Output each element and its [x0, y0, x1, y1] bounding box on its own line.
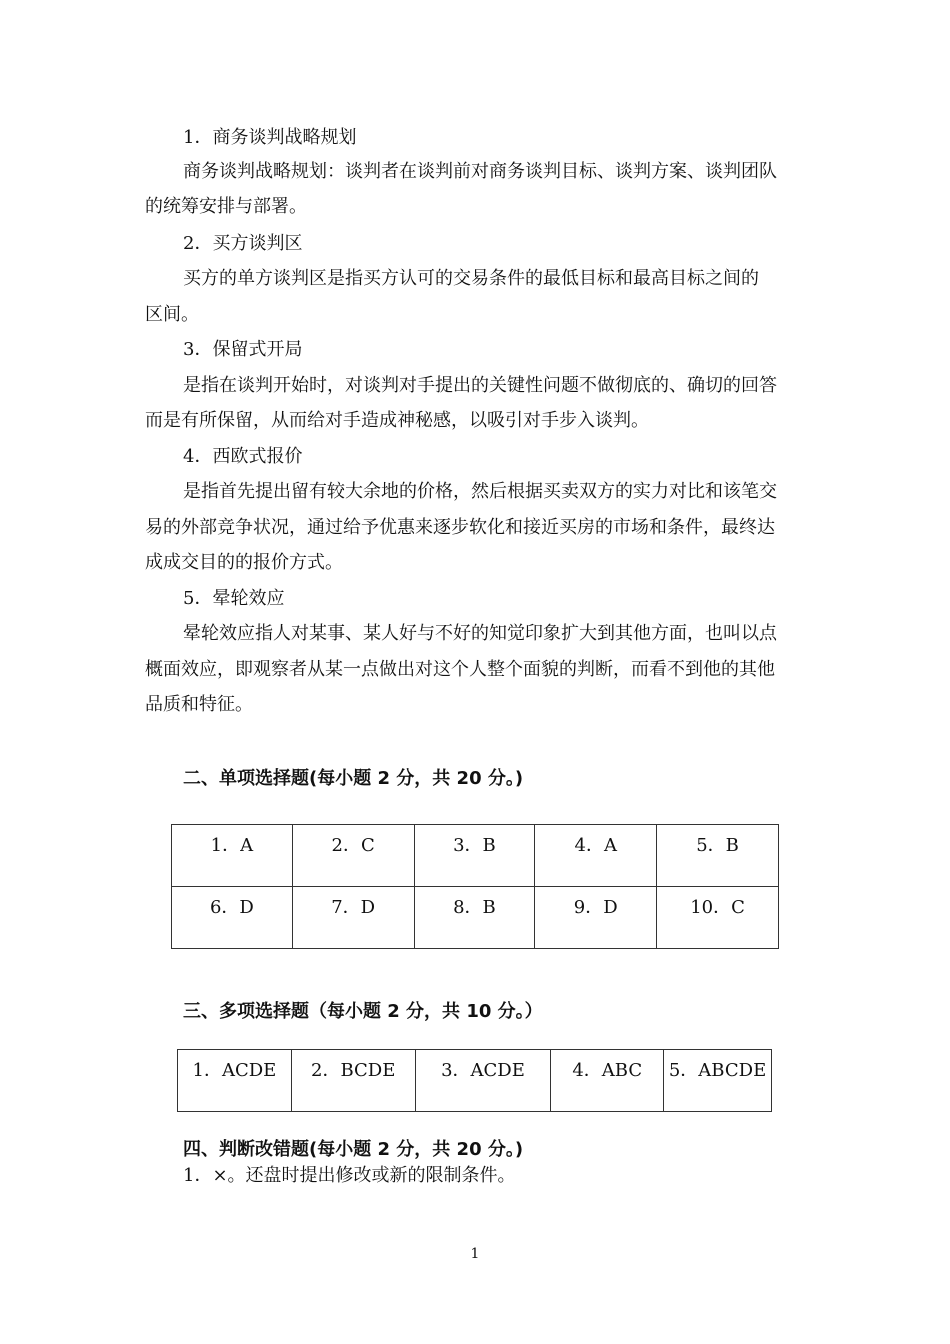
item-text: 区间。 — [145, 304, 199, 325]
item-text: 商务谈判战略规划：谈判者在谈判前对商务谈判目标、谈判方案、谈判团队 — [183, 161, 777, 182]
answer-cell: 7．D — [292, 887, 414, 949]
answer-cell: 10．C — [657, 887, 779, 949]
answer-cell: 2．BCDE — [291, 1050, 415, 1112]
answer-cell: 4．ABC — [551, 1050, 664, 1112]
answer-cell: 4．A — [535, 825, 657, 887]
item-title: 1．商务谈判战略规划 — [183, 127, 357, 148]
item-title: 5．晕轮效应 — [183, 588, 285, 609]
table-row — [178, 1050, 772, 1112]
answer-cell: 8．B — [414, 887, 535, 949]
item-text: 概面效应，即观察者从某一点做出对这个人整个面貌的判断，而看不到他的其他 — [145, 659, 775, 680]
answer-cell: 1．ACDE — [178, 1050, 292, 1112]
answer-cell: 6．D — [172, 887, 293, 949]
table-row — [172, 887, 779, 949]
answer-cell: 9．D — [535, 887, 657, 949]
answer-cell: 3．ACDE — [415, 1050, 551, 1112]
answer-cell: 3．B — [414, 825, 535, 887]
item-title: 4．西欧式报价 — [183, 446, 303, 467]
item-title: 3．保留式开局 — [183, 339, 303, 360]
item-text: 1．×。还盘时提出修改或新的限制条件。 — [183, 1165, 516, 1186]
answer-table-multi — [177, 1049, 772, 1112]
section-heading: 三、多项选择题（每小题 2 分，共 10 分。） — [183, 1001, 543, 1022]
answer-cell: 5．ABCDE — [664, 1050, 772, 1112]
item-text: 品质和特征。 — [145, 694, 253, 715]
item-text: 而是有所保留，从而给对手造成神秘感，以吸引对手步入谈判。 — [145, 410, 649, 431]
item-text: 成成交目的的报价方式。 — [145, 552, 343, 573]
section-heading: 四、判断改错题(每小题 2 分，共 20 分。) — [183, 1139, 524, 1160]
section-heading: 二、单项选择题(每小题 2 分，共 20 分。) — [183, 768, 524, 789]
answer-table-single — [171, 824, 779, 949]
item-text: 买方的单方谈判区是指买方认可的交易条件的最低目标和最高目标之间的 — [183, 268, 759, 289]
item-text: 晕轮效应指人对某事、某人好与不好的知觉印象扩大到其他方面，也叫以点 — [183, 623, 777, 644]
item-text: 是指首先提出留有较大余地的价格，然后根据买卖双方的实力对比和该笔交 — [183, 481, 777, 502]
item-text: 是指在谈判开始时，对谈判对手提出的关键性问题不做彻底的、确切的回答 — [183, 375, 777, 396]
answer-cell: 2．C — [292, 825, 414, 887]
item-text: 的统筹安排与部署。 — [145, 196, 307, 217]
answer-cell: 1．A — [172, 825, 293, 887]
item-title: 2．买方谈判区 — [183, 233, 303, 254]
table-row — [172, 825, 779, 887]
answer-cell: 5．B — [657, 825, 779, 887]
item-text: 易的外部竞争状况，通过给予优惠来逐步软化和接近买房的市场和条件，最终达 — [145, 517, 775, 538]
page-number: 1 — [470, 1246, 480, 1262]
